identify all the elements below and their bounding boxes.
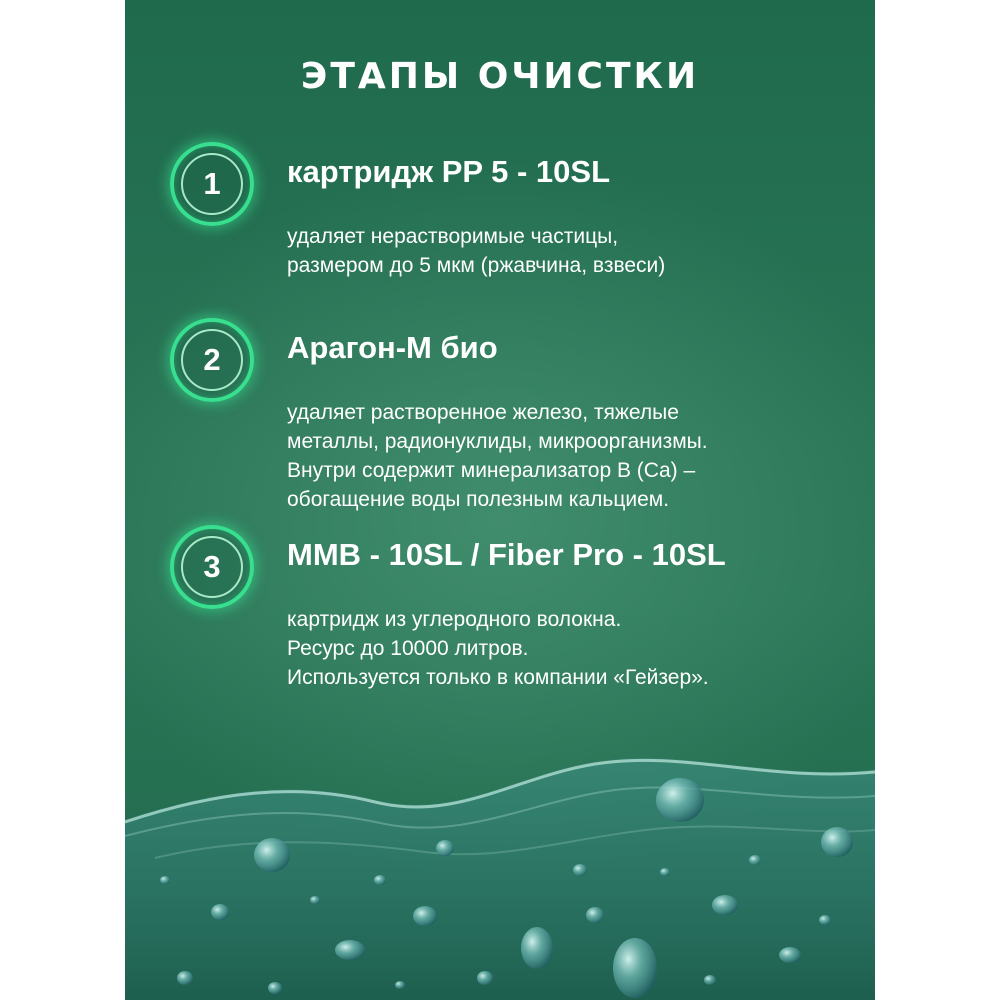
water-droplet — [436, 840, 454, 856]
water-droplet — [395, 981, 405, 989]
page-title: ЭТАПЫ ОЧИСТКИ — [300, 56, 700, 97]
step-title: Арагон-М био — [287, 330, 498, 365]
water-droplet — [660, 868, 670, 876]
step-number: 3 — [181, 536, 243, 598]
water-droplet — [573, 864, 587, 876]
step-number-badge — [170, 142, 254, 226]
water-droplet — [254, 838, 290, 872]
description-line: Используется только в компании «Гейзер». — [287, 666, 709, 689]
water-droplet — [521, 927, 553, 969]
water-droplet — [613, 938, 657, 998]
description-line: обогащение воды полезным кальцием. — [287, 488, 670, 511]
description-line: Внутри содержит минерализатор B (Ca) – — [287, 459, 696, 482]
description-line: Ресурс до 10000 литров. — [287, 637, 529, 660]
water-droplet — [335, 940, 365, 960]
description-line: размером до 5 мкм (ржавчина, взвеси) — [287, 254, 666, 277]
step-title: картридж PP 5 - 10SL — [287, 154, 611, 189]
step-number-badge — [170, 525, 254, 609]
water-droplet — [821, 827, 853, 857]
water-droplet — [819, 915, 831, 925]
water-droplet — [268, 982, 282, 994]
water-droplet — [211, 904, 229, 920]
step-number: 2 — [181, 329, 243, 391]
water-droplet — [656, 778, 704, 822]
info-card — [125, 0, 875, 1000]
water-droplet — [310, 896, 320, 904]
water-wave-image — [125, 740, 875, 1000]
water-droplet — [160, 876, 170, 884]
description-line: картридж из углеродного волокна. — [287, 608, 622, 631]
water-droplet — [712, 895, 738, 915]
step-description — [287, 398, 847, 514]
step-number: 1 — [181, 153, 243, 215]
step-title: MMB - 10SL / Fiber Pro - 10SL — [287, 537, 726, 572]
water-droplet — [704, 975, 716, 985]
description-line: удаляет нерастворимые частицы, — [287, 225, 619, 248]
water-droplet — [477, 971, 493, 985]
water-droplet — [779, 947, 801, 963]
step-description — [287, 605, 847, 692]
water-droplet — [413, 906, 437, 926]
water-droplet — [749, 855, 761, 865]
step-description — [287, 222, 847, 280]
water-droplet — [586, 907, 604, 923]
water-droplet — [374, 875, 386, 885]
description-line: металлы, радионуклиды, микроорганизмы. — [287, 430, 708, 453]
water-droplet — [177, 971, 193, 985]
step-number-badge — [170, 318, 254, 402]
description-line: удаляет растворенное железо, тяжелые — [287, 401, 679, 424]
